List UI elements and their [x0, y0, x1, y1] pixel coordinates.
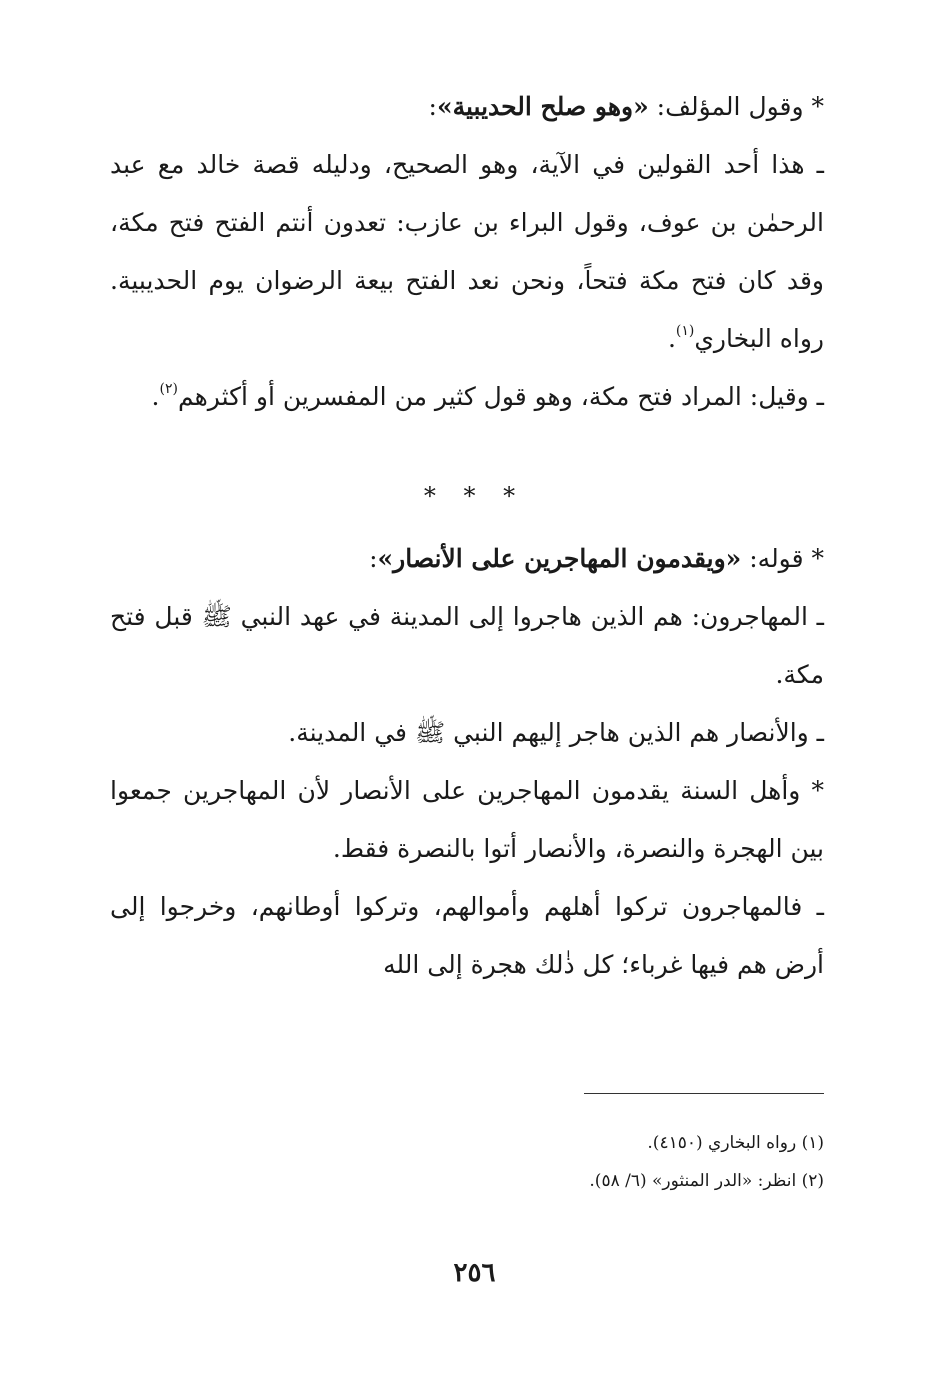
section-2-heading: [110, 530, 824, 588]
paragraph: [110, 368, 824, 426]
paragraph: ـ والأنصار هم الذين هاجر إليهم النبي ﷺ في المدينة.: [288, 718, 824, 747]
heading-prefix: * وقول المؤلف:: [648, 92, 824, 121]
heading-suffix: :: [428, 92, 437, 121]
heading-prefix: * قوله:: [741, 544, 824, 573]
paragraph: ـ المهاجرون: هم الذين هاجروا إلى المدينة في عهد النبي ﷺ قبل فتح مكة.: [110, 602, 824, 689]
paragraph-text: ـ وقيل: المراد فتح مكة، وهو قول كثير من المفسرين أو أكثرهم: [177, 382, 824, 411]
heading-quote: «ويقدمون المهاجرين على الأنصار»: [377, 544, 742, 573]
footnote-ref: (١): [675, 323, 695, 339]
paragraph-text: ـ هذا أحد القولين في الآية، وهو الصحيح، ودليله قصة خالد مع عبد الرحمٰن بن عوف، وقول البراء بن عازب: تعدون أنتم الفتح فتح مكة، وقد كان فتح مكة فتحاً، ونحن نعد الفتح بيعة الرضوان يوم الحديبية. رواه البخاري: [110, 150, 824, 353]
paragraph-end: .: [667, 324, 676, 353]
heading-suffix: :: [369, 544, 378, 573]
footnote-ref: (٢): [159, 381, 178, 397]
footnotes: [300, 1124, 824, 1200]
heading-quote: «وهو صلح الحديبية»: [436, 92, 649, 121]
section-2: [110, 530, 824, 994]
paragraph-end: .: [151, 382, 160, 411]
section-1-heading: [110, 78, 824, 136]
paragraph: [110, 136, 824, 368]
footnote-2: (٢) انظر: «الدر المنثور» (٦/ ٥٨).: [589, 1171, 824, 1191]
footnote-1: (١) رواه البخاري (٤١٥٠).: [647, 1133, 824, 1153]
page-number: ٢٥٦: [453, 1258, 496, 1288]
section-1: [110, 78, 824, 426]
footnote-divider: [584, 1093, 824, 1094]
section-separator: * * *: [423, 482, 526, 510]
paragraph: ـ فالمهاجرون تركوا أهلهم وأموالهم، وتركوا أوطانهم، وخرجوا إلى أرض هم فيها غرباء؛ كل ذٰلك هجرة إلى الله: [110, 892, 824, 979]
paragraph: * وأهل السنة يقدمون المهاجرين على الأنصار لأن المهاجرين جمعوا بين الهجرة والنصرة، والأنصار أتوا بالنصرة فقط.: [110, 776, 824, 863]
